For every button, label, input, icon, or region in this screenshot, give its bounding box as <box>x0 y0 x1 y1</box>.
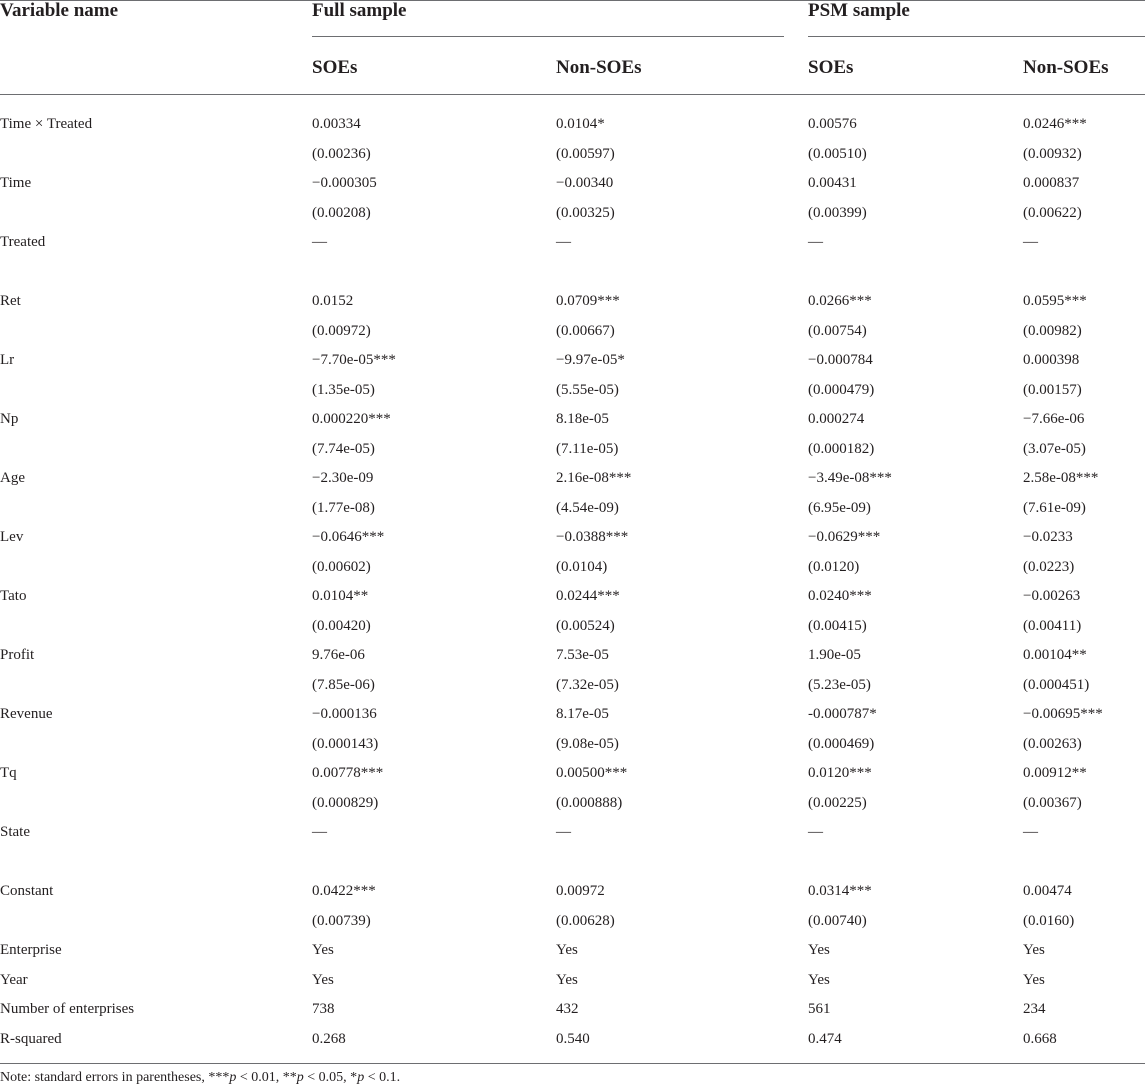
table-cell: 0.474 <box>808 1031 842 1047</box>
table-cell: (0.00225) <box>808 795 867 811</box>
table-cell: (1.77e-08) <box>312 500 375 516</box>
row-label: Np <box>0 411 19 427</box>
table-cell: Yes <box>556 972 578 988</box>
table-cell: 432 <box>556 1001 579 1017</box>
note-t2: < 0.05, * <box>303 1070 358 1085</box>
table-cell: 0.00972 <box>556 883 605 899</box>
table-cell: 0.0422*** <box>312 883 376 899</box>
row-label: Year <box>0 972 28 988</box>
table-cell: (0.00399) <box>808 205 867 221</box>
table-cell: 234 <box>1023 1001 1046 1017</box>
table-cell: (0.00622) <box>1023 205 1082 221</box>
table-cell: (0.000829) <box>312 795 379 811</box>
row-label: Tq <box>0 765 17 781</box>
table-cell: (0.0104) <box>556 559 608 575</box>
table-cell: 2.58e-08*** <box>1023 470 1099 486</box>
table-cell: — <box>1023 824 1038 840</box>
table-cell: (0.000469) <box>808 736 875 752</box>
table-cell: (0.000479) <box>808 382 875 398</box>
table-cell: (4.54e-09) <box>556 500 619 516</box>
note-p-2: p <box>296 1070 304 1085</box>
table-cell: 0.00431 <box>808 175 857 191</box>
table-cell: (0.00524) <box>556 618 615 634</box>
table-cell: 0.00334 <box>312 116 361 132</box>
table-cell: 0.0246*** <box>1023 116 1087 132</box>
table-cell: 0.0266*** <box>808 293 872 309</box>
table-cell: (0.0120) <box>808 559 860 575</box>
table-cell: (0.00420) <box>312 618 371 634</box>
header-psm-sample: PSM sample <box>808 0 910 21</box>
note-p-1: p <box>229 1070 237 1085</box>
top-rule <box>0 0 1145 1</box>
table-cell: 0.0244*** <box>556 588 620 604</box>
table-cell: 0.0709*** <box>556 293 620 309</box>
table-cell: −0.0629*** <box>808 529 881 545</box>
table-cell: Yes <box>312 942 334 958</box>
table-cell: — <box>808 824 823 840</box>
table-cell: 0.00912** <box>1023 765 1087 781</box>
table-cell: 0.268 <box>312 1031 346 1047</box>
row-label: Time <box>0 175 32 191</box>
table-cell: 0.000837 <box>1023 175 1080 191</box>
table-cell: (0.00932) <box>1023 146 1082 162</box>
table-cell: 0.00576 <box>808 116 857 132</box>
table-cell: 0.540 <box>556 1031 590 1047</box>
table-cell: 0.0314*** <box>808 883 872 899</box>
table-cell: −7.70e-05*** <box>312 352 396 368</box>
table-cell: (0.00667) <box>556 323 615 339</box>
table-cell: (0.00739) <box>312 913 371 929</box>
header-psm-non-soes: Non-SOEs <box>1023 57 1109 78</box>
table-cell: Yes <box>1023 972 1045 988</box>
table-cell: −0.00340 <box>556 175 614 191</box>
table-cell: −2.30e-09 <box>312 470 374 486</box>
table-cell: (0.00754) <box>808 323 867 339</box>
table-cell: 0.0595*** <box>1023 293 1087 309</box>
table-cell: −7.66e-06 <box>1023 411 1085 427</box>
table-cell: (0.00602) <box>312 559 371 575</box>
table-cell: (0.0160) <box>1023 913 1075 929</box>
row-label: Revenue <box>0 706 53 722</box>
table-cell: (0.00367) <box>1023 795 1082 811</box>
table-cell: 0.00104** <box>1023 647 1087 663</box>
row-label: Lev <box>0 529 24 545</box>
header-bottom-rule <box>0 94 1145 95</box>
table-cell: 0.00474 <box>1023 883 1072 899</box>
table-cell: (7.32e-05) <box>556 677 619 693</box>
table-cell: Yes <box>556 942 578 958</box>
table-cell: (0.00236) <box>312 146 371 162</box>
table-cell: — <box>556 824 571 840</box>
table-cell: Yes <box>808 942 830 958</box>
table-cell: 0.668 <box>1023 1031 1057 1047</box>
table-cell: 0.00778*** <box>312 765 384 781</box>
table-cell: 561 <box>808 1001 831 1017</box>
row-label: Age <box>0 470 25 486</box>
table-cell: 0.0152 <box>312 293 354 309</box>
table-cell: −3.49e-08*** <box>808 470 892 486</box>
table-cell: (0.000182) <box>808 441 875 457</box>
table-cell: (0.00208) <box>312 205 371 221</box>
table-cell: (0.00415) <box>808 618 867 634</box>
table-cell: −0.000784 <box>808 352 873 368</box>
table-cell: — <box>312 824 327 840</box>
row-label: R-squared <box>0 1031 62 1047</box>
table-cell: −0.000305 <box>312 175 377 191</box>
row-label: Profit <box>0 647 35 663</box>
table-cell: -0.000787* <box>808 706 877 722</box>
table-cell: 0.0104** <box>312 588 369 604</box>
row-label: Constant <box>0 883 54 899</box>
table-cell: Yes <box>1023 942 1045 958</box>
table-cell: (0.00597) <box>556 146 615 162</box>
header-psm-soes: SOEs <box>808 57 854 78</box>
row-label: Time × Treated <box>0 116 93 132</box>
table-note <box>0 1069 400 1087</box>
row-label: Tato <box>0 588 27 604</box>
table-cell: (0.00982) <box>1023 323 1082 339</box>
table-cell: 0.00500*** <box>556 765 628 781</box>
table-cell: (0.000451) <box>1023 677 1090 693</box>
table-cell: (1.35e-05) <box>312 382 375 398</box>
table-cell: (0.00628) <box>556 913 615 929</box>
note-prefix: Note: standard errors in parentheses, *** <box>0 1070 230 1085</box>
table-cell: 0.0240*** <box>808 588 872 604</box>
table-cell: 0.000220*** <box>312 411 391 427</box>
table-cell: (0.000888) <box>556 795 623 811</box>
table-cell: −0.0646*** <box>312 529 385 545</box>
table-cell: (0.00325) <box>556 205 615 221</box>
table-cell: (7.61e-09) <box>1023 500 1086 516</box>
row-label: State <box>0 824 30 840</box>
table-cell: −9.97e-05* <box>556 352 625 368</box>
table-cell: (0.00411) <box>1023 618 1082 634</box>
header-variable-name: Variable name <box>0 0 119 21</box>
table-cell: — <box>1023 234 1038 250</box>
table-cell: (7.11e-05) <box>556 441 619 457</box>
table-cell: (9.08e-05) <box>556 736 619 752</box>
table-cell: — <box>312 234 327 250</box>
row-label: Number of enterprises <box>0 1001 135 1017</box>
table-cell: (0.00972) <box>312 323 371 339</box>
table-cell: 9.76e-06 <box>312 647 365 663</box>
table-cell: (0.00740) <box>808 913 867 929</box>
table-cell: (0.000143) <box>312 736 379 752</box>
psm-sample-underline <box>808 36 1145 37</box>
table-cell: 8.17e-05 <box>556 706 609 722</box>
table-cell: (0.00263) <box>1023 736 1082 752</box>
row-label: Lr <box>0 352 15 368</box>
header-full-sample: Full sample <box>312 0 407 21</box>
row-label: Ret <box>0 293 21 309</box>
note-t1: < 0.01, ** <box>236 1070 297 1085</box>
table-cell: (6.95e-09) <box>808 500 871 516</box>
table-cell: −0.0388*** <box>556 529 629 545</box>
table-cell: 8.18e-05 <box>556 411 609 427</box>
note-p-3: p <box>357 1070 365 1085</box>
note-t3: < 0.1. <box>364 1070 401 1085</box>
header-full-soes: SOEs <box>312 57 358 78</box>
table-cell: (7.74e-05) <box>312 441 375 457</box>
table-cell: — <box>808 234 823 250</box>
table-cell: (7.85e-06) <box>312 677 375 693</box>
table-cell: −0.0233 <box>1023 529 1073 545</box>
table-cell: (0.00510) <box>808 146 867 162</box>
table-cell: −0.00695*** <box>1023 706 1103 722</box>
table-cell: 0.000398 <box>1023 352 1080 368</box>
table-cell: (5.55e-05) <box>556 382 619 398</box>
table-cell: (5.23e-05) <box>808 677 871 693</box>
table-cell: 0.0120*** <box>808 765 872 781</box>
bottom-rule <box>0 1063 1145 1064</box>
table-cell: −0.00263 <box>1023 588 1081 604</box>
full-sample-underline <box>312 36 784 37</box>
row-label: Enterprise <box>0 942 62 958</box>
table-cell: Yes <box>312 972 334 988</box>
table-cell: 2.16e-08*** <box>556 470 632 486</box>
table-cell: (3.07e-05) <box>1023 441 1086 457</box>
table-cell: 7.53e-05 <box>556 647 609 663</box>
table-cell: 0.0104* <box>556 116 605 132</box>
table-cell: — <box>556 234 571 250</box>
header-full-non-soes: Non-SOEs <box>556 57 642 78</box>
table-cell: 1.90e-05 <box>808 647 861 663</box>
table-cell: Yes <box>808 972 830 988</box>
table-cell: −0.000136 <box>312 706 377 722</box>
table-cell: 0.000274 <box>808 411 865 427</box>
table-cell: (0.00157) <box>1023 382 1082 398</box>
row-label: Treated <box>0 234 46 250</box>
table-cell: (0.0223) <box>1023 559 1075 575</box>
table-cell: 738 <box>312 1001 335 1017</box>
